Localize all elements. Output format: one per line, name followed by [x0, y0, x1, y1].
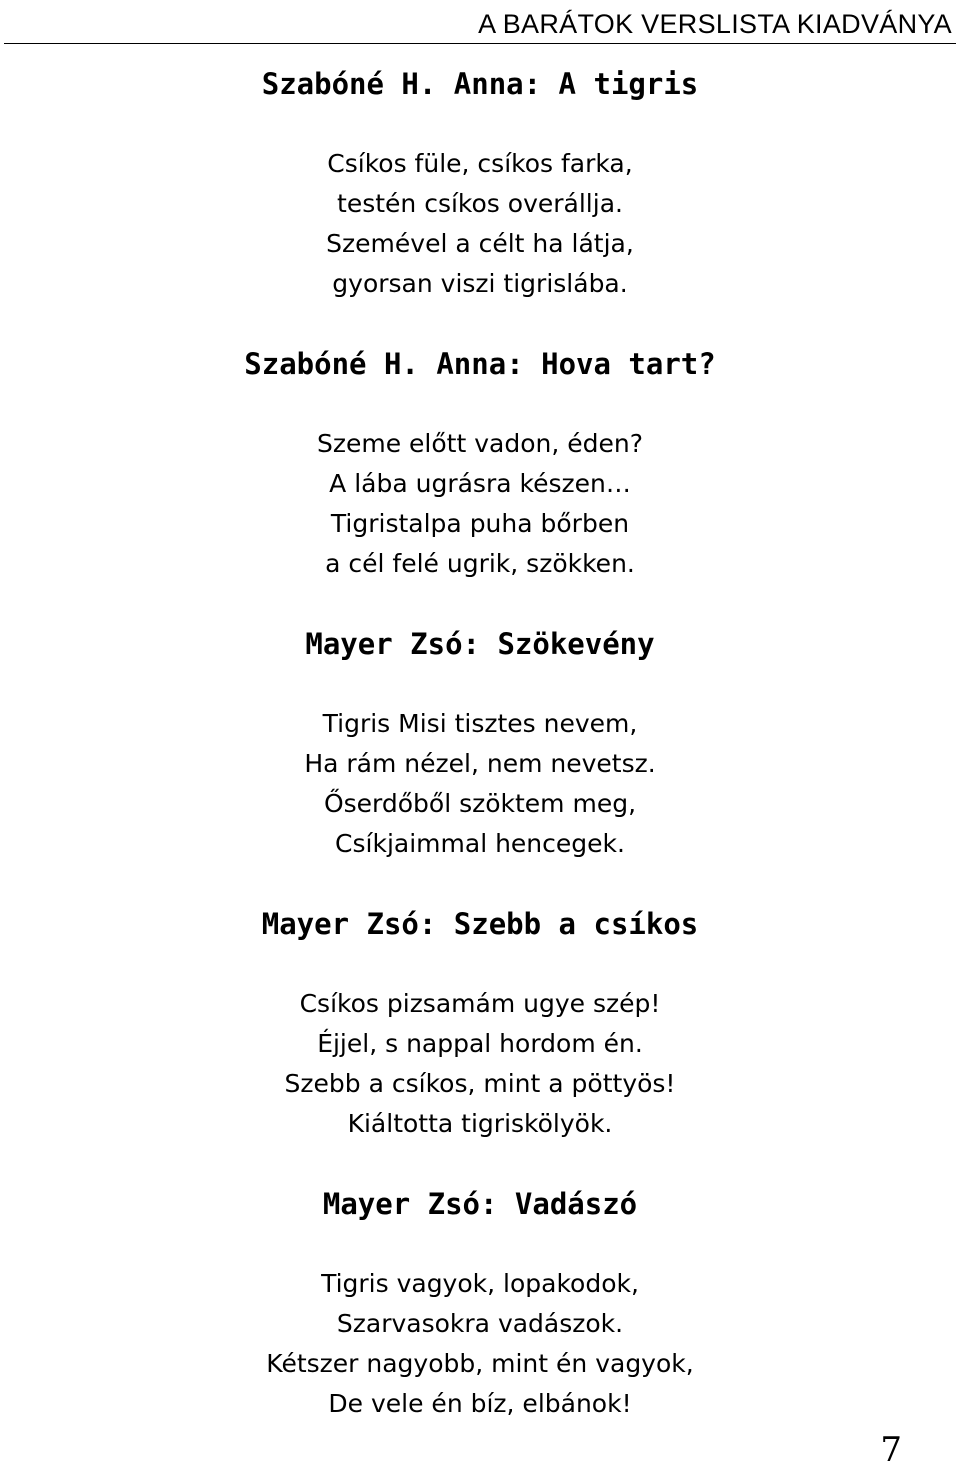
poem-title: Szabóné H. Anna: A tigris	[261, 67, 699, 101]
poem-line: Szeme előtt vadon, éden?	[317, 429, 643, 458]
poem-line: testén csíkos overállja.	[337, 189, 623, 218]
page-number: 7	[880, 1430, 902, 1470]
poem-list	[0, 64, 960, 1424]
poem-line: Szebb a csíkos, mint a pöttyös!	[284, 1069, 676, 1098]
poem-hova-tart	[0, 344, 960, 584]
poem-line: Tigris Misi tisztes nevem,	[322, 709, 638, 738]
poem-szokeveny	[0, 624, 960, 864]
poem-title: Mayer Zsó: Szökevény	[305, 627, 655, 661]
poem-line: Tigris vagyok, lopakodok,	[321, 1269, 639, 1298]
poem-line: Éjjel, s nappal hordom én.	[317, 1029, 643, 1058]
poem-title: Mayer Zsó: Vadászó	[322, 1187, 638, 1221]
poem-title: Szabóné H. Anna: Hova tart?	[244, 347, 716, 381]
poem-line: gyorsan viszi tigrislába.	[332, 269, 628, 298]
poem-szebb-a-csikos	[0, 904, 960, 1144]
poem-line: Kétszer nagyobb, mint én vagyok,	[266, 1349, 694, 1378]
poem-line: Tigristalpa puha bőrben	[330, 509, 630, 538]
poem-title: Mayer Zsó: Szebb a csíkos	[261, 907, 699, 941]
poem-stanza	[0, 424, 960, 584]
poem-stanza	[0, 984, 960, 1144]
poem-stanza	[0, 144, 960, 304]
poem-line: Csíkos füle, csíkos farka,	[327, 149, 633, 178]
poem-line: A lába ugrásra készen…	[329, 469, 631, 498]
running-header: A BARÁTOK VERSLISTA KIADVÁNYA	[478, 9, 952, 39]
poem-a-tigris	[0, 64, 960, 304]
poem-stanza	[0, 1264, 960, 1424]
poem-line: a cél felé ugrik, szökken.	[325, 549, 635, 578]
poem-stanza	[0, 704, 960, 864]
poem-line: Kiáltotta tigriskölyök.	[347, 1109, 613, 1138]
poem-vadaszo	[0, 1184, 960, 1424]
poem-line: Szemével a célt ha látja,	[326, 229, 634, 258]
poem-line: Őserdőből szöktem meg,	[323, 789, 637, 818]
poem-line: Szarvasokra vadászok.	[336, 1309, 624, 1338]
poem-line: Csíkjaimmal hencegek.	[335, 829, 625, 858]
poem-line: De vele én bíz, elbánok!	[328, 1389, 632, 1418]
header-divider	[4, 43, 956, 44]
poem-line: Ha rám nézel, nem nevetsz.	[304, 749, 656, 778]
poem-line: Csíkos pizsamám ugye szép!	[299, 989, 661, 1018]
